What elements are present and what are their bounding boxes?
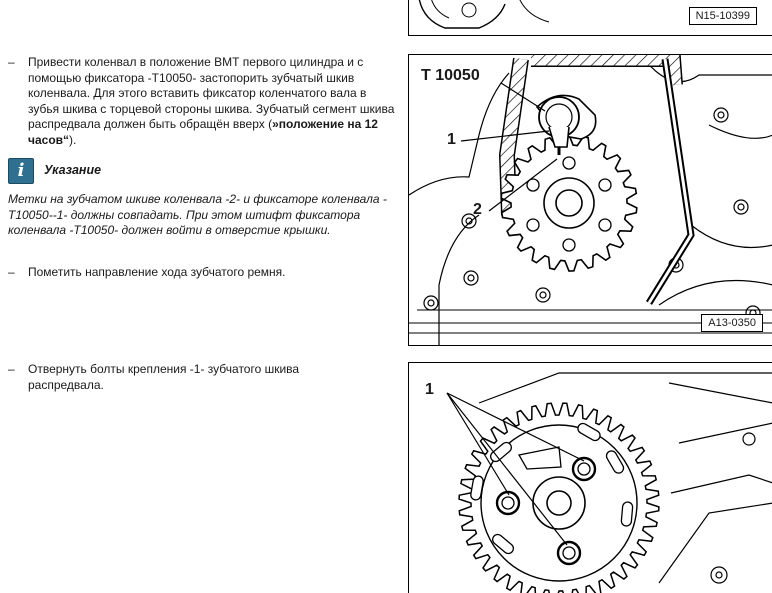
camshaft-diagram bbox=[409, 363, 772, 593]
step-text: Пометить направление хода зубчатого ремня. bbox=[28, 265, 286, 279]
crankshaft-diagram bbox=[409, 55, 772, 345]
figure-crankshaft-lock bbox=[408, 54, 772, 346]
step-bold-text: »положение на 12 часов“ bbox=[28, 117, 378, 147]
figure-camshaft-bolts bbox=[408, 362, 772, 593]
note-title: Указание bbox=[44, 163, 102, 177]
sprocket-hole bbox=[563, 157, 575, 169]
step-text: Привести коленвал в положение ВМТ первого цилиндра и с помощью фиксатора -T10050- застопорить зубчатый шкив коленвала. Для этого вставить фиксатор коленчатого вала в зубья шкива с торцевой стороны шкива. Зубчатый сегмент шкива распредвала должен быть обращён вверх (»положение на 12 часов“). bbox=[28, 55, 395, 147]
callout-1: 1 bbox=[447, 131, 456, 148]
callout-1: 1 bbox=[425, 381, 434, 398]
sprocket-hole bbox=[563, 239, 575, 251]
sprocket-hole bbox=[599, 219, 611, 231]
figure-label: N15-10399 bbox=[689, 7, 757, 25]
note-block bbox=[8, 158, 400, 254]
figure-label: A13-0350 bbox=[701, 314, 763, 332]
step-unscrew-bolts bbox=[8, 362, 400, 402]
sprocket-hole bbox=[599, 179, 611, 191]
step-crankshaft-tdc bbox=[8, 55, 400, 150]
step-text: Отвернуть болты крепления -1- зубчатого шкива распредвала. bbox=[28, 362, 300, 392]
step-mark-belt-direction bbox=[8, 265, 400, 285]
figure-top bbox=[408, 0, 772, 36]
note-text: Метки на зубчатом шкиве коленвала -2- и фиксаторе коленвала -T10050--1- должны совпадать. При этом штифт фиксатора коленвала -T10050- должен войти в отверстие крышки. bbox=[8, 192, 387, 237]
tool-label: T 10050 bbox=[421, 67, 480, 84]
step-dash: – bbox=[8, 362, 15, 376]
step-dash: – bbox=[8, 55, 15, 69]
info-icon: i bbox=[8, 158, 34, 184]
callout-2: 2 bbox=[473, 201, 482, 218]
sprocket-hole bbox=[527, 219, 539, 231]
step-dash: – bbox=[8, 265, 15, 279]
